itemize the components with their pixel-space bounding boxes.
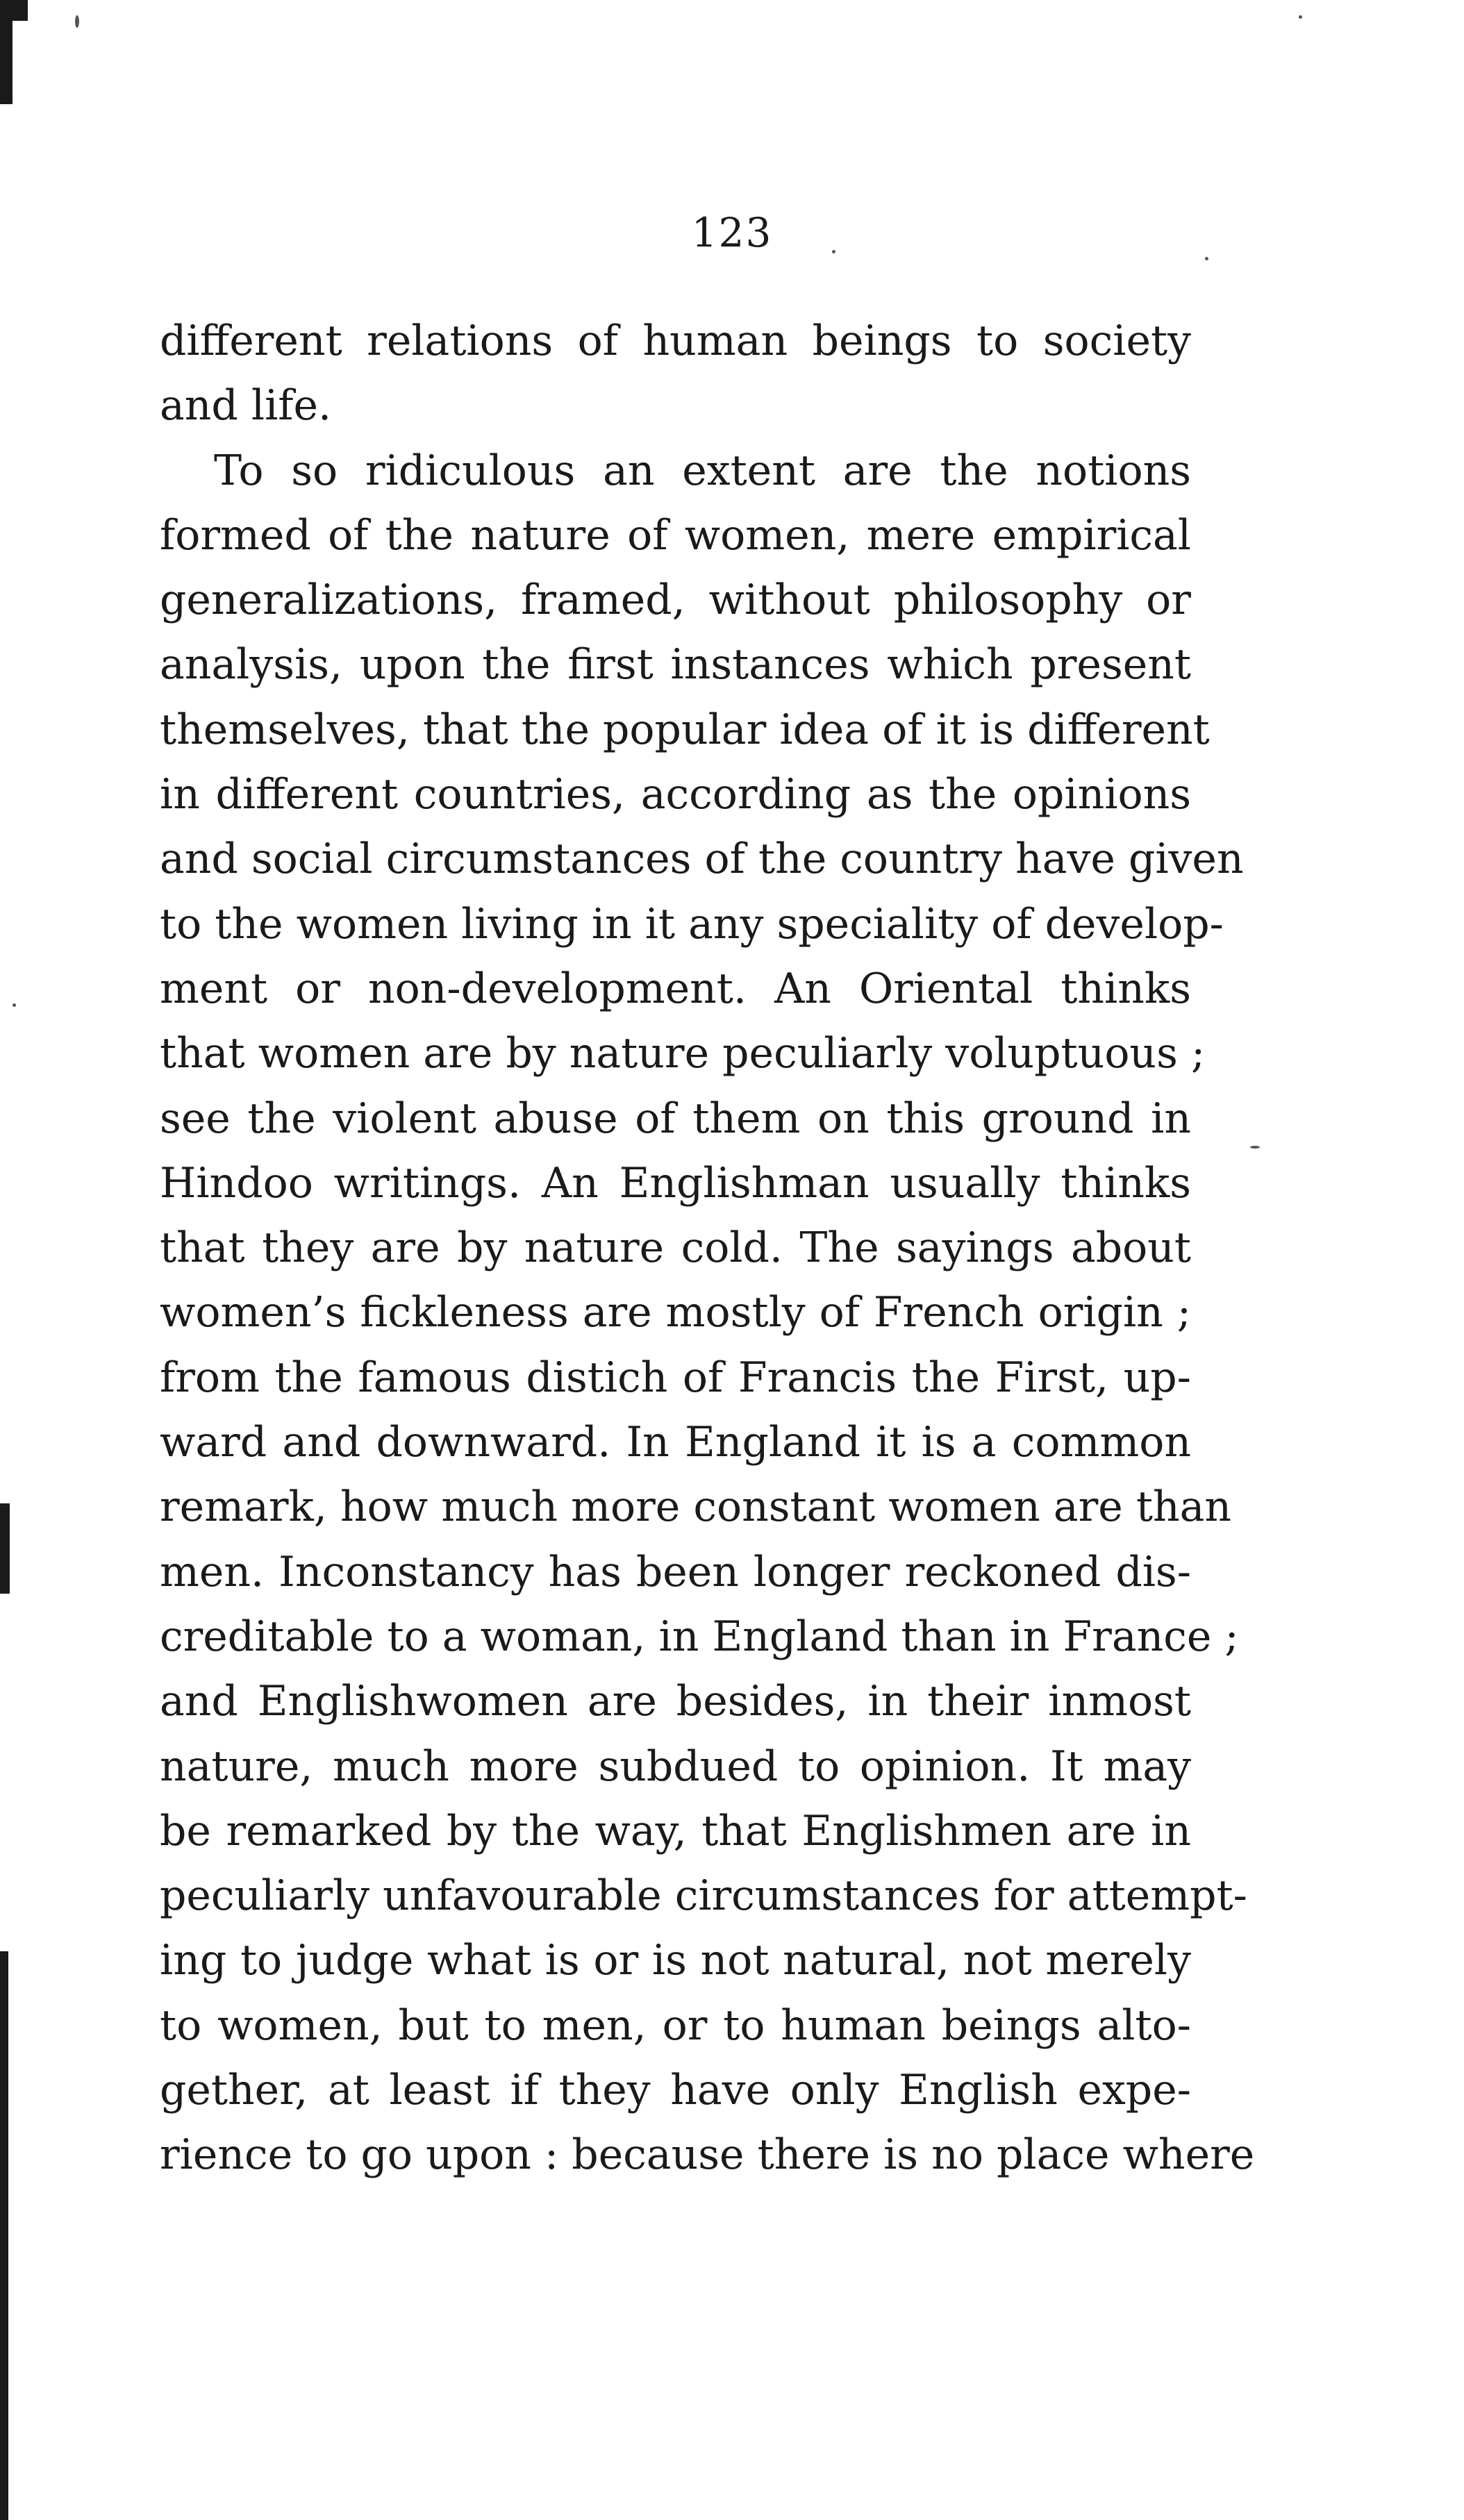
text-line: and social circumstances of the country have given — [160, 835, 1244, 884]
text-line: gether, at least if they have only English expe- — [160, 2066, 1191, 2115]
text-line: rience to go upon : because there is no place where — [160, 2130, 1255, 2180]
text-line: ward and downward. In England it is a common — [160, 1418, 1191, 1467]
scan-edge-mark — [0, 1951, 8, 2520]
text-line: and Englishwomen are besides, in their inmost — [160, 1677, 1191, 1726]
text-line: from the famous distich of Francis the First, up- — [160, 1353, 1191, 1402]
text-line: men. Inconstancy has been longer reckoned dis- — [160, 1547, 1191, 1596]
scan-speck — [1250, 1146, 1260, 1149]
text-line: analysis, upon the first instances which present — [160, 640, 1191, 690]
text-line: peculiarly unfavourable circumstances for attempt- — [160, 1871, 1247, 1921]
text-line: ment or non-development. An Oriental thinks — [160, 964, 1191, 1013]
text-line: different relations of human beings to society — [160, 317, 1191, 365]
paragraph-first-line: To so ridiculous an extent are the notions — [214, 446, 1191, 495]
scan-speck — [75, 15, 79, 28]
scan-speck — [1299, 15, 1302, 19]
text-line: see the violent abuse of them on this ground in — [160, 1094, 1191, 1143]
page-number: 123 — [691, 209, 773, 256]
scan-edge-mark — [0, 1503, 10, 1594]
text-line: be remarked by the way, that Englishmen are in — [160, 1806, 1191, 1855]
text-line: creditable to a woman, in England than in France ; — [160, 1612, 1239, 1661]
scan-edge-mark — [0, 0, 28, 21]
text-line: themselves, that the popular idea of it is different — [160, 705, 1210, 754]
text-line: nature, much more subdued to opinion. It may — [160, 1742, 1191, 1791]
text-line: that women are by nature peculiarly voluptuous ; — [160, 1029, 1206, 1078]
text-line: remark, how much more constant women are than — [160, 1483, 1232, 1532]
text-line: formed of the nature of women, mere empirical — [160, 510, 1191, 560]
text-line: women’s fickleness are mostly of French origin ; — [160, 1288, 1191, 1337]
text-line: Hindoo writings. An Englishman usually thinks — [160, 1158, 1191, 1208]
text-line: in different countries, according as the opinions — [160, 770, 1191, 819]
text-line: to women, but to men, or to human beings alto- — [160, 2001, 1191, 2050]
body-text — [160, 309, 1255, 2188]
text-line: generalizations, framed, without philosophy or — [160, 576, 1191, 625]
text-line: and life. — [160, 381, 332, 431]
scan-speck — [1205, 257, 1208, 260]
text-line: to the women living in it any speciality of develop- — [160, 899, 1224, 949]
text-line: that they are by nature cold. The sayings about — [160, 1224, 1191, 1273]
text-line: ing to judge what is or is not natural, not merely — [160, 1936, 1191, 1985]
scan-speck — [13, 1003, 16, 1007]
